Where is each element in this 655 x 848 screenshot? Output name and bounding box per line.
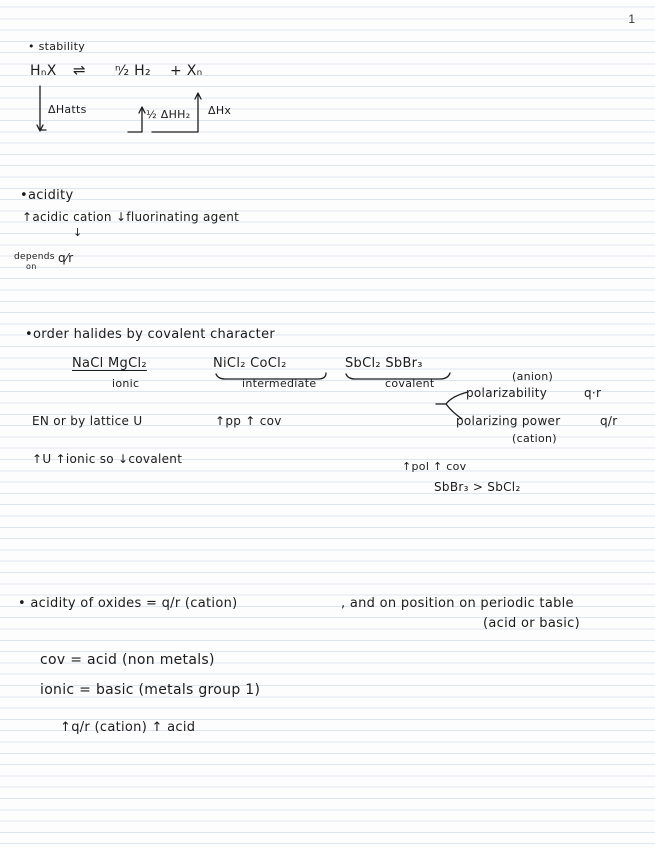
acidity-line: ↑acidic cation ↓fluorinating agent (22, 210, 240, 224)
covalent-compounds: SbCl₂ SbBr₃ (345, 356, 423, 371)
label-dhatts: ΔHatts (48, 103, 87, 116)
acidity-heading: •acidity (20, 188, 74, 203)
stability-heading: • stability (28, 40, 86, 53)
page-number: 1 (628, 12, 635, 26)
q-over-r: q⁄r (58, 251, 74, 265)
acid-basic-label: (acid or basic) (483, 616, 580, 631)
polarizing-power-relation: q/r (600, 414, 618, 428)
ionic-label: ionic (112, 377, 140, 390)
pp-cov-line: ↑pp ↑ cov (215, 414, 282, 428)
pol-bracket (446, 392, 468, 419)
intermediate-brace (216, 373, 326, 379)
equilibrium-arrow: ⇌ (73, 61, 86, 79)
oxides-heading-tail: , and on position on periodic table (341, 596, 574, 611)
order-heading: •order halides by covalent character (25, 327, 276, 342)
oxides-heading: • acidity of oxides = q/r (cation) (18, 596, 238, 611)
on-label: on (26, 262, 37, 271)
covalent-brace (346, 373, 450, 379)
cation-label: (cation) (512, 432, 557, 445)
down-arrow-icon: ↓ (73, 226, 83, 239)
polarizability-label: polarizability (466, 386, 548, 400)
ionic-compounds: NaCl MgCl₂ (72, 356, 147, 371)
u-ionic-line: ↑U ↑ionic so ↓covalent (32, 452, 183, 466)
equation-middle: ⁿ⁄₂ H₂ (115, 63, 151, 79)
polarizability-relation: q·r (584, 386, 602, 400)
ionic-basic-line: ionic = basic (metals group 1) (40, 682, 261, 698)
intermediate-label: intermediate (242, 377, 317, 390)
trend-line: ↑q/r (cation) ↑ acid (60, 720, 196, 735)
label-dhx: ΔHx (208, 104, 232, 117)
pol-cov-line: ↑pol ↑ cov (402, 460, 467, 473)
dhatts-arrow (40, 86, 46, 130)
cov-acid-line: cov = acid (non metals) (40, 652, 215, 668)
polarizing-power-label: polarizing power (456, 414, 561, 428)
equation-right: + Xₙ (170, 63, 203, 79)
equation-left: HₙX (30, 63, 57, 79)
intermediate-compounds: NiCl₂ CoCl₂ (213, 356, 287, 371)
en-lattice-line: EN or by lattice U (32, 414, 143, 428)
anion-label: (anion) (512, 370, 554, 383)
label-half-dhh2: ½ ΔHH₂ (146, 108, 191, 121)
depends-label: depends (14, 252, 55, 262)
dhh2-bracket (152, 94, 198, 132)
covalent-label: covalent (385, 377, 435, 390)
sb-compare-line: SbBr₃ > SbCl₂ (434, 480, 521, 494)
